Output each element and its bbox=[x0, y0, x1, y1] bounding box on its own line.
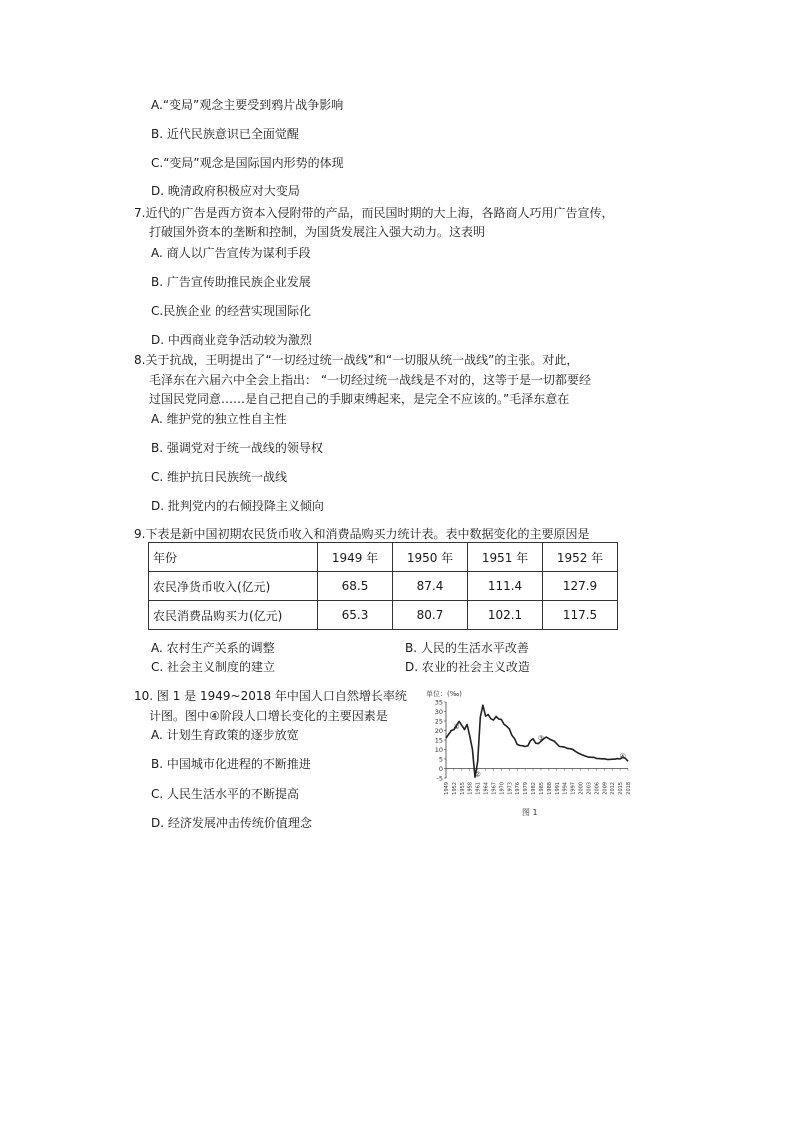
x-tick-label: 2009 bbox=[602, 782, 609, 795]
x-tick-label: 1964 bbox=[483, 782, 490, 795]
q9-option-d: D. 农业的社会主义改造 bbox=[405, 660, 530, 674]
y-tick-label: 15 bbox=[434, 736, 443, 745]
y-axis bbox=[435, 699, 446, 783]
q9-stem: 9.下表是新中国初期农民货币收入和消费品购买力统计表。表中数据变化的主要原因是 bbox=[134, 527, 590, 541]
stage-marker: ② bbox=[474, 770, 481, 779]
q7-option-b: B. 广告宣传助推民族企业发展 bbox=[151, 275, 311, 289]
q7-option-d: D. 中西商业竞争活动较为激烈 bbox=[151, 333, 312, 347]
stage-marker: ① bbox=[453, 723, 460, 732]
table-cell: 农民净货币收入(亿元) bbox=[149, 572, 318, 601]
q6-option-c: C.“变局”观念是国际国内形势的体现 bbox=[151, 156, 344, 170]
q8-option-d: D. 批判党内的右倾投降主义倾向 bbox=[151, 499, 324, 513]
q8-stem-line-2: 毛泽东在六届六中全会上指出： “一切经过统一战线是不对的，这等于是一切都要经 bbox=[149, 373, 592, 387]
y-tick-label: 30 bbox=[434, 708, 443, 716]
y-tick-label: 10 bbox=[434, 746, 443, 754]
table-row bbox=[149, 572, 618, 601]
q7-option-c: C.民族企业 的经营实现国际化 bbox=[151, 304, 312, 318]
x-tick-label: 2018 bbox=[626, 782, 632, 795]
table-cell: 65.3 bbox=[318, 601, 393, 630]
x-tick-label: 1958 bbox=[467, 782, 474, 795]
x-tick-label: 1970 bbox=[499, 782, 506, 795]
x-tick-label: 1973 bbox=[507, 782, 514, 795]
x-tick-label: 1997 bbox=[570, 782, 577, 795]
x-tick-label: 1949 bbox=[444, 782, 450, 795]
q10-stem-line-1: 10. 图 1 是 1949~2018 年中国人口自然增长率统 bbox=[134, 689, 407, 703]
q10-option-d: D. 经济发展冲击传统价值理念 bbox=[151, 816, 312, 830]
y-tick-label: 35 bbox=[434, 698, 443, 707]
chart-caption: 图 1 bbox=[522, 808, 538, 817]
q10-option-a: A. 计划生育政策的逐步放宽 bbox=[151, 728, 299, 742]
table-header-cell: 1950 年 bbox=[393, 543, 468, 572]
x-tick-label: 1967 bbox=[491, 782, 498, 795]
q8-option-a: A. 维护党的独立性自主性 bbox=[151, 412, 287, 426]
y-tick-label: 25 bbox=[434, 717, 443, 726]
q9-data-table bbox=[148, 542, 618, 630]
table-header-row bbox=[149, 543, 618, 572]
q6-option-b: B. 近代民族意识已全面觉醒 bbox=[151, 127, 299, 141]
x-tick-label: 1976 bbox=[515, 782, 522, 795]
q9-option-c: C. 社会主义制度的建立 bbox=[151, 660, 276, 674]
q10-option-b: B. 中国城市化进程的不断推进 bbox=[151, 757, 311, 771]
population-growth-chart bbox=[424, 686, 634, 818]
q8-option-b: B. 强调党对于统一战线的领导权 bbox=[151, 441, 323, 455]
table-cell: 68.5 bbox=[318, 572, 393, 601]
q8-option-c: C. 维护抗日民族统一战线 bbox=[151, 470, 288, 484]
chart-unit-label: 单位：(‰) bbox=[426, 690, 462, 698]
q10-option-c: C. 人民生活水平的不断提高 bbox=[151, 787, 300, 801]
y-tick-label: 20 bbox=[434, 727, 443, 735]
q9-option-a: A. 农村生产关系的调整 bbox=[151, 641, 275, 655]
q6-option-a: A.“变局”观念主要受到鸦片战争影响 bbox=[151, 98, 344, 112]
table-cell: 87.4 bbox=[393, 572, 468, 601]
table-cell: 农民消费品购买力(亿元) bbox=[149, 601, 318, 630]
x-tick-label: 1991 bbox=[554, 782, 561, 795]
y-tick-label: -5 bbox=[436, 774, 443, 783]
table-cell: 111.4 bbox=[468, 572, 543, 601]
x-axis bbox=[444, 769, 632, 795]
x-tick-label: 1955 bbox=[459, 782, 466, 795]
stage-marker: ④ bbox=[619, 752, 626, 761]
table-cell: 102.1 bbox=[468, 601, 543, 630]
table-header-cell: 1951 年 bbox=[468, 543, 543, 572]
table-header-cell: 1949 年 bbox=[318, 543, 393, 572]
q7-stem-line-2: 打破国外资本的垄断和控制，为国货发展注入强大动力。这表明 bbox=[149, 225, 486, 239]
x-tick-label: 2006 bbox=[594, 782, 601, 795]
table-cell: 117.5 bbox=[543, 601, 618, 630]
x-tick-label: 1979 bbox=[523, 782, 530, 795]
y-tick-label: 0 bbox=[438, 765, 443, 773]
x-tick-label: 1961 bbox=[475, 782, 482, 795]
x-tick-label: 1982 bbox=[531, 782, 538, 795]
y-tick-label: 5 bbox=[438, 755, 443, 764]
x-tick-label: 2012 bbox=[610, 782, 617, 795]
q9-option-b: B. 人民的生活水平改善 bbox=[405, 641, 529, 655]
x-tick-label: 2003 bbox=[586, 782, 593, 795]
q7-option-a: A. 商人以广告宣传为谋利手段 bbox=[151, 246, 311, 260]
q8-stem-line-1: 8.关于抗战，王明提出了“一切经过统一战线”和“一切服从统一战线”的主张。对此， bbox=[134, 353, 579, 367]
q7-stem-line-1: 7.近代的广告是西方资本入侵附带的产品，而民国时期的大上海，各路商人巧用广告宣传， bbox=[134, 206, 614, 220]
table-header-cell: 1952 年 bbox=[543, 543, 618, 572]
table-cell: 127.9 bbox=[543, 572, 618, 601]
q6-option-d: D. 晚清政府积极应对大变局 bbox=[151, 184, 300, 198]
x-tick-label: 1952 bbox=[451, 782, 458, 795]
plot-area bbox=[446, 705, 628, 779]
x-tick-label: 1994 bbox=[562, 782, 569, 795]
x-tick-label: 1988 bbox=[546, 782, 553, 795]
x-tick-label: 2000 bbox=[578, 782, 585, 795]
table-cell: 80.7 bbox=[393, 601, 468, 630]
x-tick-label: 1985 bbox=[538, 782, 545, 795]
x-tick-label: 2015 bbox=[618, 782, 625, 795]
table-header-cell: 年份 bbox=[149, 543, 318, 572]
q8-stem-line-3: 过国民党同意……是自己把自己的手脚束缚起来，是完全不应该的。”毛泽东意在 bbox=[149, 392, 570, 406]
stage-marker: ③ bbox=[537, 734, 545, 743]
table-row bbox=[149, 601, 618, 630]
q10-stem-line-2: 计图。图中④阶段人口增长变化的主要因素是 bbox=[149, 709, 388, 723]
